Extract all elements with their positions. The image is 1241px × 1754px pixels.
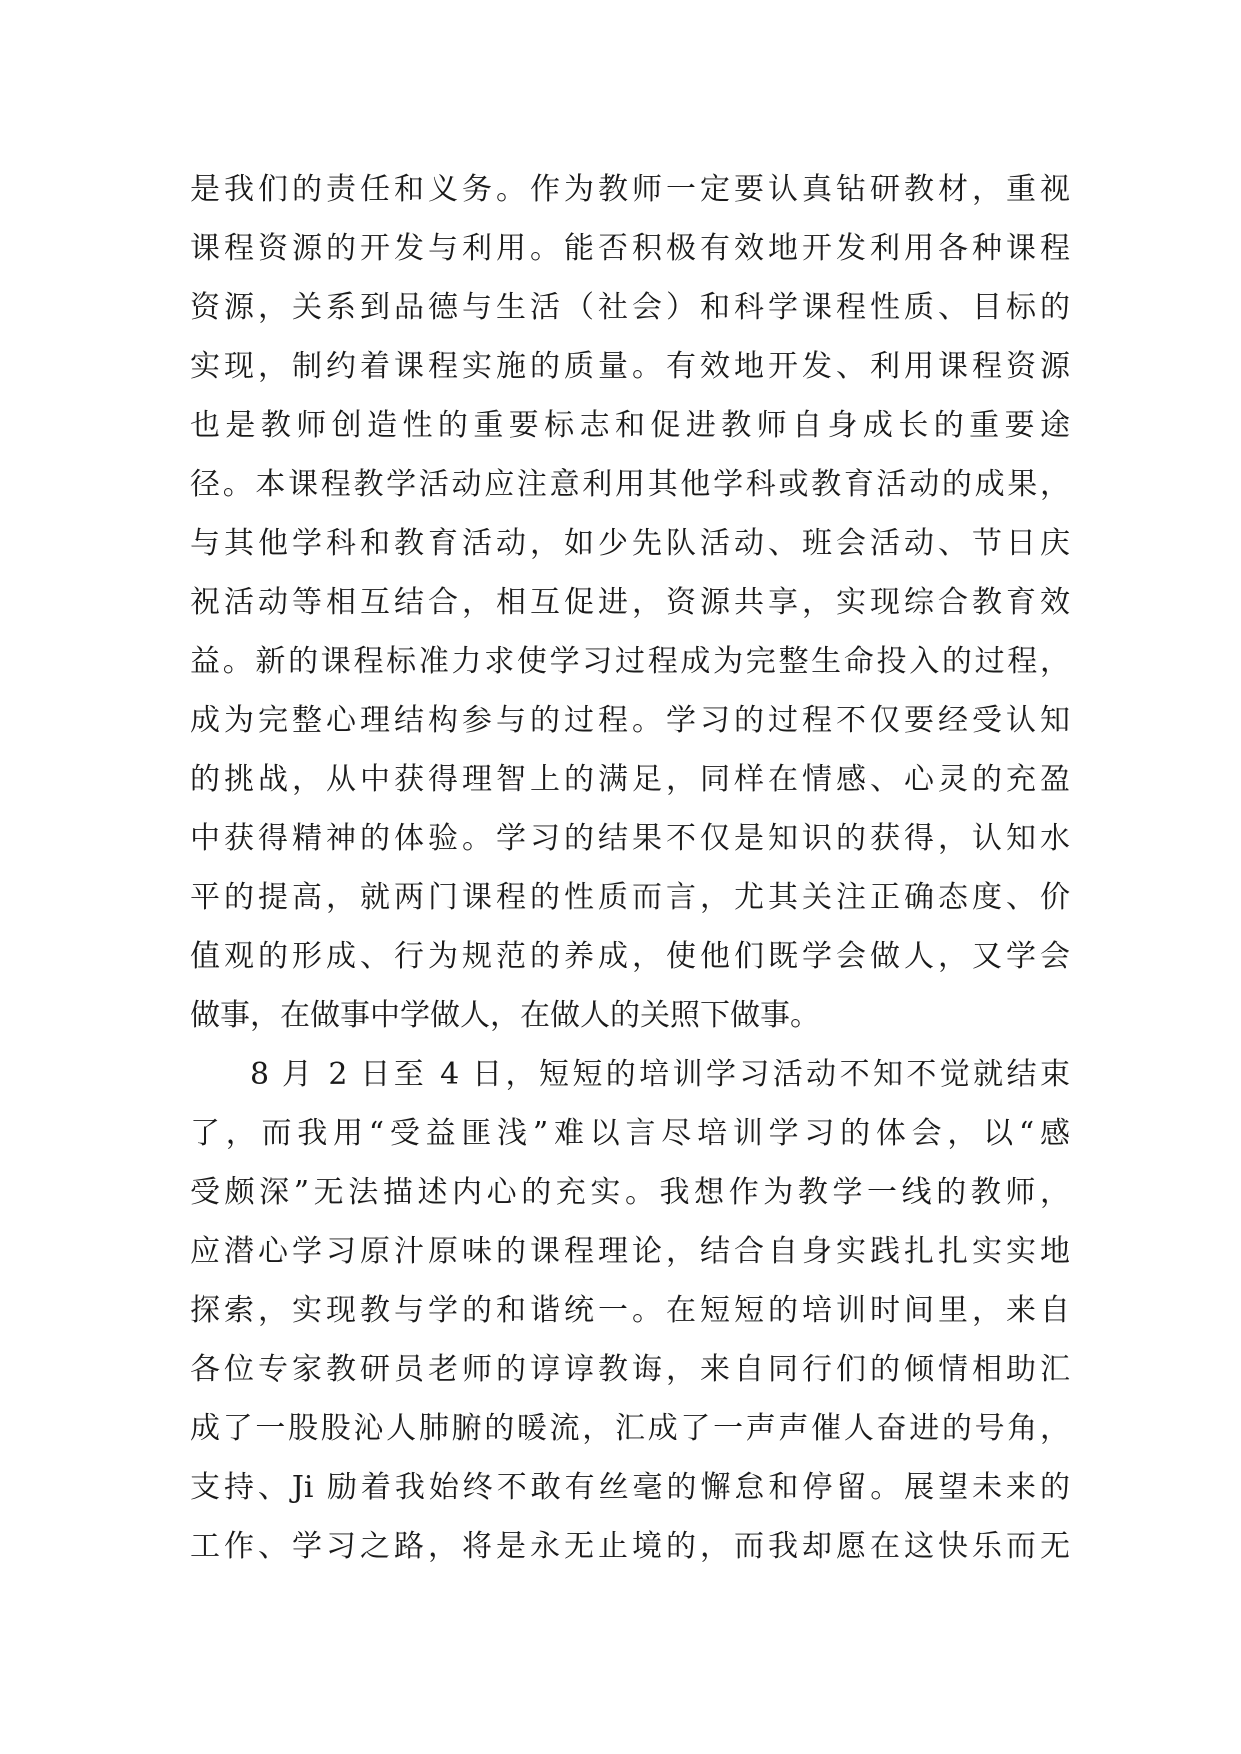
paragraph-start-line: 8 月 2 日至 4 日，短短的培训学习活动不知不觉就结束	[250, 1057, 1070, 1092]
text-line: 实现，制约着课程实施的质量。有效地开发、利用课程资源	[190, 349, 1070, 384]
text-line: 的挑战，从中获得理智上的满足，同样在情感、心灵的充盈	[190, 762, 1070, 797]
text-line: 支持、Ji 励着我始终不敢有丝毫的懈怠和停留。展望未来的	[190, 1470, 1070, 1505]
text-line: 益。新的课程标准力求使学习过程成为完整生命投入的过程，	[190, 644, 1070, 679]
text-line: 成了一股股沁人肺腑的暖流，汇成了一声声催人奋进的号角，	[190, 1411, 1070, 1446]
text-line: 工作、学习之路，将是永无止境的，而我却愿在这快乐而无	[190, 1529, 1070, 1564]
text-line: 各位专家教研员老师的谆谆教诲，来自同行们的倾情相助汇	[190, 1352, 1070, 1387]
text-line: 成为完整心理结构参与的过程。学习的过程不仅要经受认知	[190, 703, 1070, 738]
text-line: 应潜心学习原汁原味的课程理论，结合自身实践扎扎实实地	[190, 1234, 1070, 1269]
text-line: 课程资源的开发与利用。能否积极有效地开发利用各种课程	[190, 231, 1070, 266]
paragraph-end-line: 做事，在做事中学做人，在做人的关照下做事。	[190, 998, 820, 1033]
text-line: 祝活动等相互结合，相互促进，资源共享，实现综合教育效	[190, 585, 1070, 620]
text-line: 也是教师创造性的重要标志和促进教师自身成长的重要途	[190, 408, 1070, 443]
text-line: 值观的形成、行为规范的养成，使他们既学会做人，又学会	[190, 939, 1070, 974]
text-line: 资源，关系到品德与生活（社会）和科学课程性质、目标的	[190, 290, 1070, 325]
text-line: 是我们的责任和义务。作为教师一定要认真钻研教材，重视	[190, 172, 1070, 207]
body-text	[190, 160, 1070, 1576]
text-line: 平的提高，就两门课程的性质而言，尤其关注正确态度、价	[190, 880, 1070, 915]
text-line: 受颇深”无法描述内心的充实。我想作为教学一线的教师，	[190, 1175, 1070, 1210]
text-line: 探索，实现教与学的和谐统一。在短短的培训时间里，来自	[190, 1293, 1070, 1328]
text-line: 了，而我用“受益匪浅”难以言尽培训学习的体会，以“感	[190, 1116, 1070, 1151]
text-line: 径。本课程教学活动应注意利用其他学科或教育活动的成果，	[190, 467, 1070, 502]
text-line: 与其他学科和教育活动，如少先队活动、班会活动、节日庆	[190, 526, 1070, 561]
text-line: 中获得精神的体验。学习的结果不仅是知识的获得，认知水	[190, 821, 1070, 856]
